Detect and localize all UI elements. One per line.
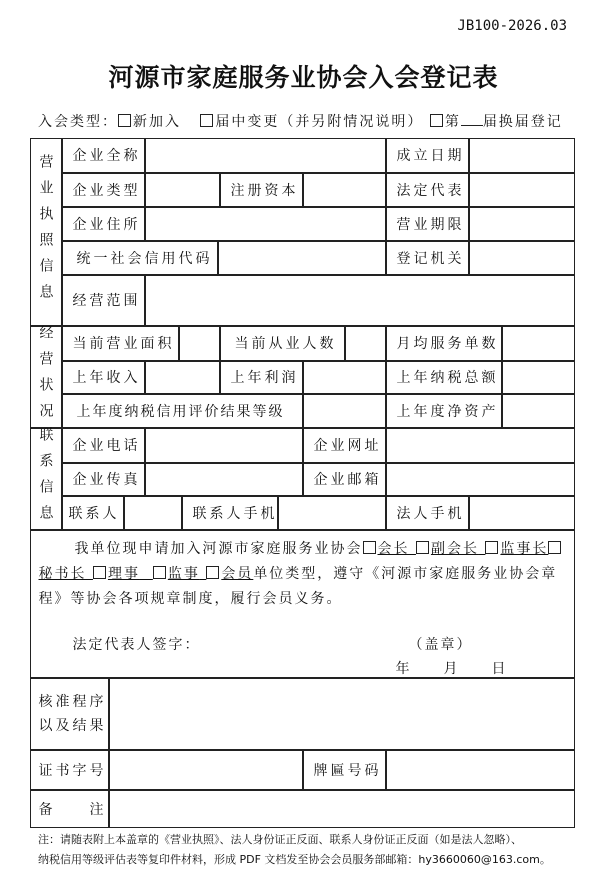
section-operation: 经营状况: [30, 326, 62, 428]
label-fax: 企业传真: [62, 463, 145, 496]
label-plaque-no: 牌匾号码: [303, 750, 386, 790]
income-field[interactable]: [145, 361, 220, 394]
net-assets-field[interactable]: [502, 394, 575, 428]
credit-code-field[interactable]: [218, 241, 386, 275]
checkbox-secretary-general[interactable]: [548, 541, 561, 554]
term-number-blank[interactable]: [461, 125, 483, 126]
fax-field[interactable]: [145, 463, 303, 496]
checkbox-director[interactable]: [93, 566, 106, 579]
label-phone: 企业电话: [62, 428, 145, 463]
reg-capital-field[interactable]: [303, 173, 386, 207]
label-full-name: 企业全称: [62, 138, 145, 173]
option-new-label: 新加入: [133, 114, 181, 130]
label-contact: 联系人: [62, 496, 124, 530]
phone-field[interactable]: [145, 428, 303, 463]
monthly-orders-field[interactable]: [502, 326, 575, 361]
label-tax-credit: 上年度纳税信用评价结果等级: [62, 394, 303, 428]
label-address: 企业住所: [62, 207, 145, 241]
full-name-field[interactable]: [145, 138, 386, 173]
footnote-line-2: 纳税信用等级评估表等复印件材料，形成 PDF 文档发至协会会员服务部邮箱：hy3660060@163.com。: [38, 853, 551, 866]
plaque-no-field[interactable]: [386, 750, 575, 790]
section-license: 营业执照信息: [30, 138, 62, 326]
label-monthly-orders: 月均服务单数: [386, 326, 502, 361]
page-title: 河源市家庭服务业协会入会登记表: [108, 63, 499, 92]
label-ent-type: 企业类型: [62, 173, 145, 207]
checkbox-reelection[interactable]: [430, 114, 443, 127]
contact-field[interactable]: [124, 496, 182, 530]
declaration-text: 我单位现申请加入河源市家庭服务业协会 会长 副会长 监事长秘书长 理事 监事 会员单位类型，遵守《河源市家庭服务业协会章程》等协会各项规章制度，履行会员义务。: [39, 537, 566, 612]
checkbox-supervisor[interactable]: [153, 566, 166, 579]
label-credit-code: 统一社会信用代码: [62, 241, 218, 275]
label-term: 营业期限: [386, 207, 469, 241]
declaration-block: [30, 530, 575, 678]
checkbox-vice-president[interactable]: [416, 541, 429, 554]
legal-mobile-field[interactable]: [469, 496, 575, 530]
checkbox-new[interactable]: [118, 114, 131, 127]
label-approval: 核准程序以及结果: [30, 678, 109, 750]
checkbox-president[interactable]: [363, 541, 376, 554]
membership-type-label: 入会类型：: [38, 114, 118, 130]
checkbox-mid-term-change[interactable]: [200, 114, 213, 127]
cert-no-field[interactable]: [109, 750, 303, 790]
label-scope: 经营范围: [62, 275, 145, 326]
footnote: [38, 830, 598, 870]
reg-authority-field[interactable]: [469, 241, 575, 275]
checkbox-member[interactable]: [206, 566, 219, 579]
address-field[interactable]: [145, 207, 386, 241]
label-profit: 上年利润: [220, 361, 303, 394]
label-legal-mobile: 法人手机: [386, 496, 469, 530]
remarks-field[interactable]: [109, 790, 575, 828]
tax-total-field[interactable]: [502, 361, 575, 394]
label-reg-capital: 注册资本: [220, 173, 303, 207]
label-website: 企业网址: [303, 428, 386, 463]
seal-label: （盖章）: [408, 636, 473, 653]
label-staff: 当前从业人数: [220, 326, 345, 361]
legal-rep-field[interactable]: [469, 173, 575, 207]
legal-rep-signature-label: 法定代表人签字：: [72, 636, 201, 653]
website-field[interactable]: [386, 428, 575, 463]
label-email: 企业邮箱: [303, 463, 386, 496]
contact-mobile-field[interactable]: [278, 496, 386, 530]
footnote-line-1: 注：请随表附上本盖章的《营业执照》、法人身份证正反面、联系人身份证正反面（如是法人忽略）、: [38, 833, 522, 846]
email-field[interactable]: [386, 463, 575, 496]
label-legal-rep: 法定代表: [386, 173, 469, 207]
tax-credit-field[interactable]: [303, 394, 386, 428]
term-field[interactable]: [469, 207, 575, 241]
profit-field[interactable]: [303, 361, 386, 394]
ent-type-field[interactable]: [145, 173, 220, 207]
founded-field[interactable]: [469, 138, 575, 173]
option-change-label: 届中变更（并另附情况说明）: [215, 114, 424, 130]
label-contact-mobile: 联系人手机: [182, 496, 278, 530]
label-cert-no: 证书字号: [30, 750, 109, 790]
checkbox-chief-supervisor[interactable]: [485, 541, 498, 554]
approval-field[interactable]: [109, 678, 575, 750]
document-code: JB100-2026.03: [457, 18, 567, 34]
staff-field[interactable]: [345, 326, 386, 361]
option-reelection-prefix: 第: [444, 114, 461, 130]
label-tax-total: 上年纳税总额: [386, 361, 502, 394]
label-net-assets: 上年度净资产: [386, 394, 502, 428]
section-contact: 联系信息: [30, 428, 62, 530]
membership-type-row: [38, 111, 563, 131]
date-label: 年 月 日: [395, 660, 508, 677]
label-remarks: 备 注: [30, 790, 109, 828]
label-reg-authority: 登记机关: [386, 241, 469, 275]
area-field[interactable]: [179, 326, 220, 361]
label-area: 当前营业面积: [62, 326, 179, 361]
label-income: 上年收入: [62, 361, 145, 394]
option-reelection-suffix: 届换届登记: [482, 114, 563, 130]
label-founded: 成立日期: [386, 138, 469, 173]
scope-field[interactable]: [145, 275, 575, 326]
